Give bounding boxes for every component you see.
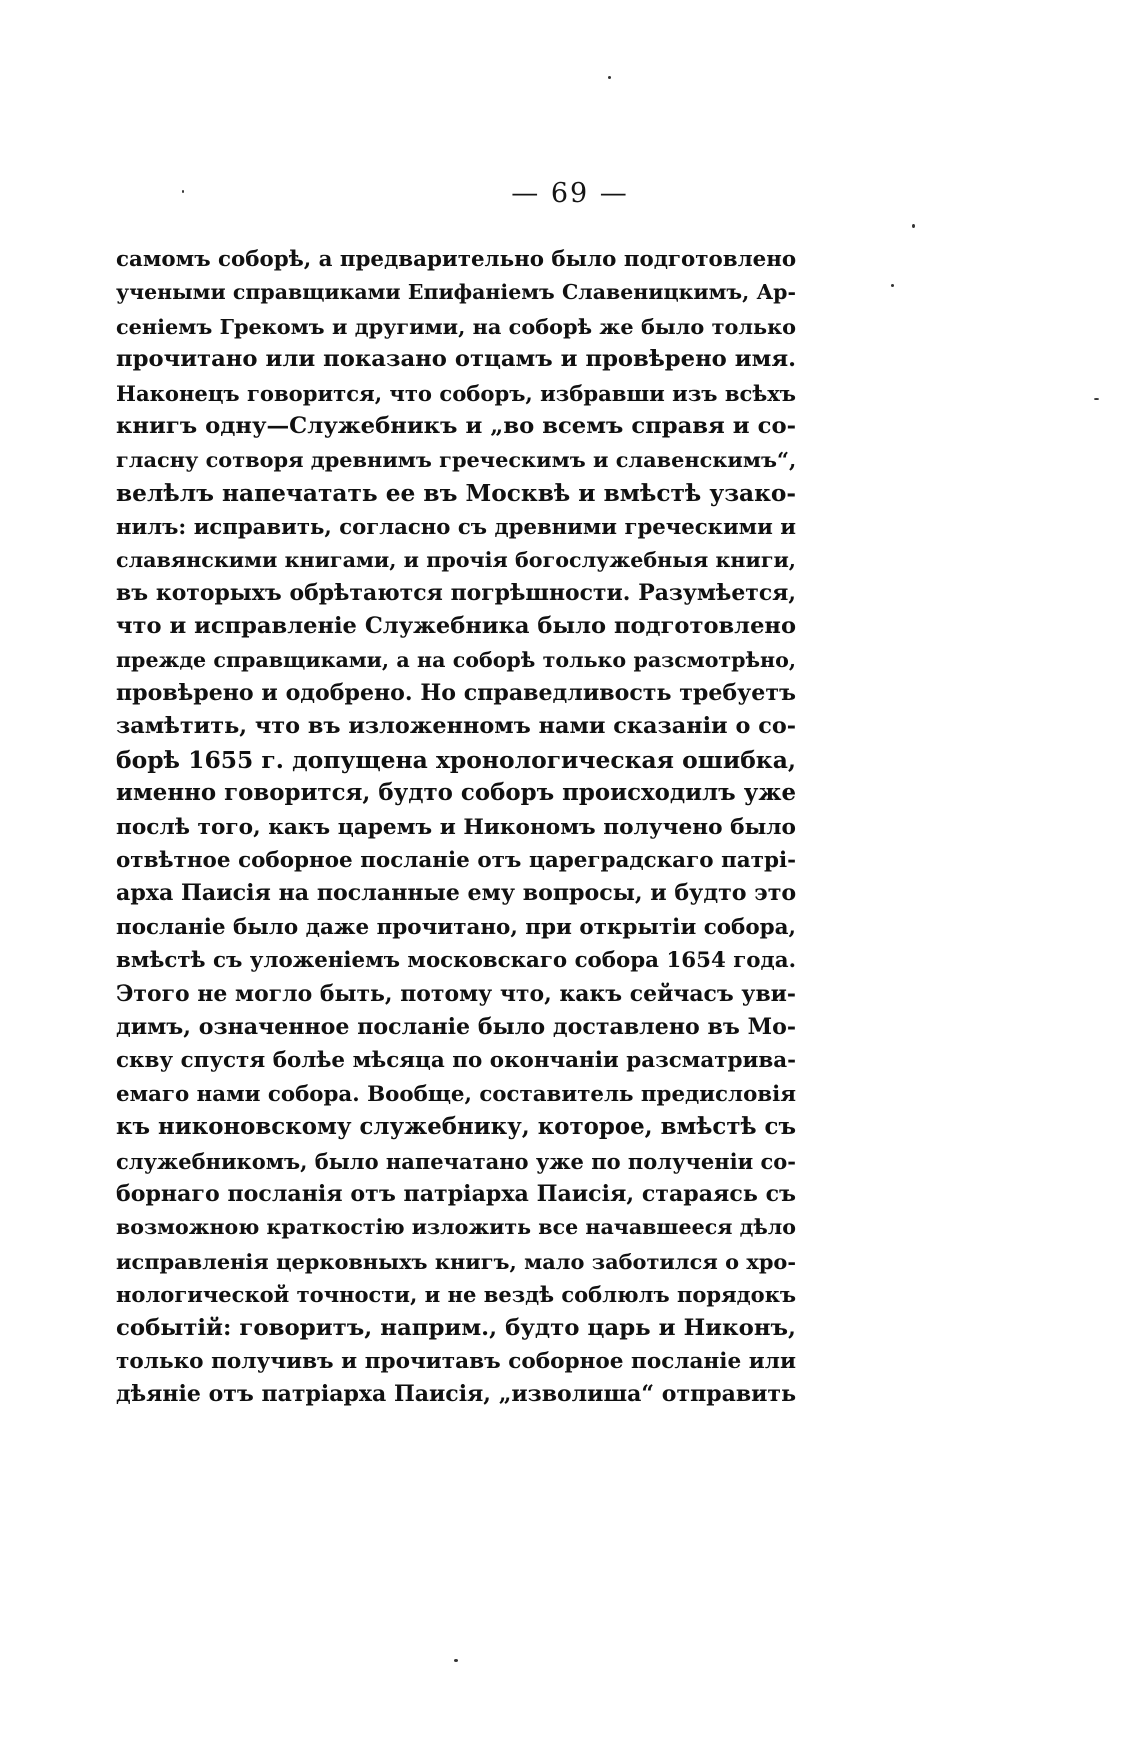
text-line: борнаго посланія отъ патріарха Паисія, стараясь съ <box>116 1180 796 1207</box>
text-line: Наконецъ говорится, что соборъ, избравши изъ всѣхъ <box>116 380 796 406</box>
text-line: служебникомъ, было напечатано уже по полученіи со- <box>116 1148 796 1174</box>
body-text <box>116 243 796 1412</box>
text-line: учеными справщиками Епифаніемъ Славеницкимъ, Ар- <box>116 280 796 305</box>
text-line: гласну сотворя древнимъ греческимъ и славенскимъ“, <box>116 447 797 473</box>
text-line: возможною краткостію изложить все начавшееся дѣло <box>116 1215 796 1240</box>
text-line: дѣяніе отъ патріарха Паисія, „изволиша“ отправить <box>116 1381 796 1408</box>
text-line: замѣтить, что въ изложенномъ нами сказаніи о со- <box>116 713 796 740</box>
scan-speck <box>1094 398 1099 400</box>
scan-speck <box>608 76 611 79</box>
text-line: прочитано или показано отцамъ и провѣрено имя. <box>116 346 796 373</box>
text-line: посланіе было даже прочитано, при открытіи собора, <box>116 914 796 940</box>
text-line: славянскими книгами, и прочія богослужебныя книги, <box>116 547 796 572</box>
text-line: Этого не могло быть, потому что, какъ сейчасъ уви- <box>116 980 796 1007</box>
scan-speck <box>891 284 894 287</box>
text-line: отвѣтное соборное посланіе отъ цареградскаго патрі- <box>116 848 796 874</box>
text-line: прежде справщиками, а на соборѣ только разсмотрѣно, <box>116 647 796 672</box>
text-line: исправленія церковныхъ книгъ, мало заботился о хро- <box>116 1248 796 1274</box>
scan-speck <box>454 1659 458 1662</box>
text-line: сеніемъ Грекомъ и другими, на соборѣ же было только <box>116 313 796 339</box>
page-number: — 69 — <box>511 178 629 209</box>
scan-speck <box>912 224 915 228</box>
text-line: послѣ того, какъ царемъ и Никономъ получено было <box>116 814 796 840</box>
text-line: нологической точности, и не вездѣ соблюлъ порядокъ <box>116 1282 797 1308</box>
text-line: димъ, означенное посланіе было доставлено въ Мо- <box>116 1013 796 1040</box>
text-line: арха Паисія на посланные ему вопросы, и будто это <box>116 880 797 907</box>
text-line: событій: говоритъ, наприм., будто царь и Никонъ, <box>116 1314 796 1341</box>
text-line: вмѣстѣ съ уложеніемъ московскаго собора 1654 года. <box>116 948 796 974</box>
text-line: въ которыхъ обрѣтаются погрѣшности. Разумѣется, <box>116 579 796 606</box>
text-line: къ никоновскому служебнику, которое, вмѣстѣ съ <box>116 1114 796 1141</box>
text-line: книгъ одну—Служебникъ и „во всемъ справя и со- <box>116 412 796 439</box>
text-line: борѣ 1655 г. допущена хронологическая ошибка, <box>116 745 796 774</box>
text-line: скву спустя болѣе мѣсяца по окончаніи разсматрива- <box>116 1048 796 1074</box>
text-line: провѣрено и одобрено. Но справедливость требуетъ <box>116 680 796 707</box>
text-line: только получивъ и прочитавъ соборное посланіе или <box>116 1348 796 1374</box>
text-line: именно говорится, будто соборъ происходилъ уже <box>116 780 796 807</box>
text-line: емаго нами собора. Вообще, составитель предисловія <box>116 1081 796 1107</box>
text-line: нилъ: исправить, согласно съ древними греческими и <box>116 514 796 540</box>
text-line: что и исправленіе Служебника было подготовлено <box>116 613 796 640</box>
text-line: самомъ соборѣ, а предварительно было подготовлено <box>116 247 797 272</box>
scan-speck <box>182 190 184 193</box>
text-line: велѣлъ напечатать ее въ Москвѣ и вмѣстѣ узако- <box>116 479 797 507</box>
